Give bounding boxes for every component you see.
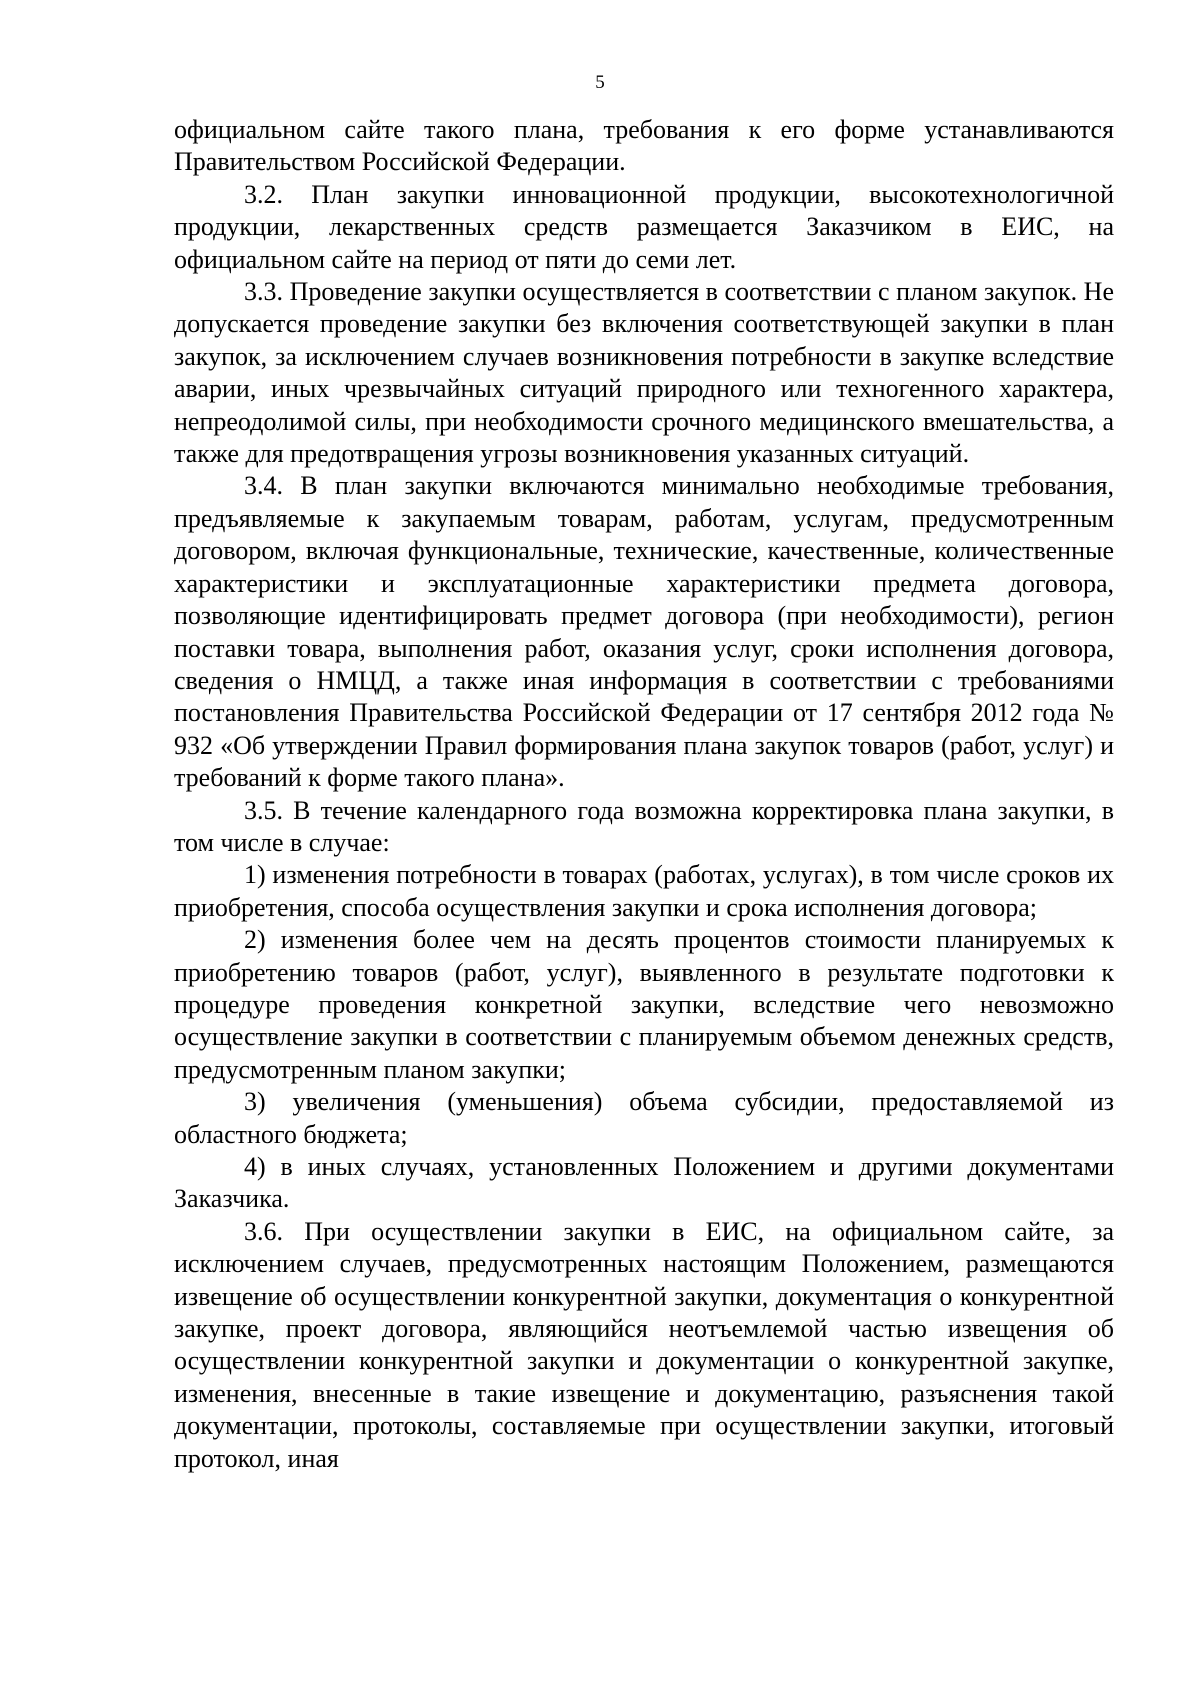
page-number: 5 [595, 72, 605, 93]
list-item: 1) изменения потребности в товарах (работах, услугах), в том числе сроков их приобретения, способа осуществления закупки и срока исполнения договора; [174, 860, 1114, 922]
list-item: 2) изменения более чем на десять процентов стоимости планируемых к приобретению товаров (работ, услуг), выявленного в результате подготовки к процедуре проведения конкретной закупки, вследствие чего невозможно осуществление закупки в соответствии с планируемым объемом денежных средств, предусмотренным планом закупки; [174, 925, 1114, 1084]
paragraph: 3.6. При осуществлении закупки в ЕИС, на официальном сайте, за исключением случаев, предусмотренных настоящим Положением, размещаются извещение об осуществлении конкурентной закупки, документация о конкурентной закупке, проект договора, являющийся неотъемлемой частью извещения об осуществлении конкурентной закупки и документации о конкурентной закупке, изменения, внесенные в такие извещение и документацию, разъяснения такой документации, протоколы, составляемые при осуществлении закупки, итоговый протокол, иная [174, 1216, 1114, 1473]
list-item: 4) в иных случаях, установленных Положением и другими документами Заказчика. [174, 1152, 1114, 1214]
paragraph: официальном сайте такого плана, требования к его форме устанавливаются Правительством Российской Федерации. [174, 115, 1114, 177]
paragraph: 3.5. В течение календарного года возможна корректировка плана закупки, в том числе в случае: [174, 795, 1114, 857]
list-item: 3) увеличения (уменьшения) объема субсидии, предоставляемой из областного бюджета; [174, 1087, 1114, 1149]
paragraph: 3.2. План закупки инновационной продукции, высокотехнологичной продукции, лекарственных средств размещается Заказчиком в ЕИС, на официальном сайте на период от пяти до семи лет. [174, 179, 1114, 274]
paragraph: 3.4. В план закупки включаются минимально необходимые требования, предъявляемые к закупаемым товарам, работам, услугам, предусмотренным договором, включая функциональные, технические, качественные, количественные характеристики и эксплуатационные характеристики предмета договора, позволяющие идентифицировать предмет договора (при необходимости), регион поставки товара, выполнения работ, оказания услуг, сроки исполнения договора, сведения о НМЦД, а также иная информация в соответствии с требованиями постановления Правительства Российской Федерации от 17 сентября 2012 года № 932 «Об утверждении Правил формирования плана закупок товаров (работ, услуг) и требований к форме такого плана». [174, 471, 1114, 793]
document-body [174, 114, 1114, 1475]
paragraph: 3.3. Проведение закупки осуществляется в соответствии с планом закупок. Не допускается проведение закупки без включения соответствующей закупки в план закупок, за исключением случаев возникновения потребности в закупке вследствие аварии, иных чрезвычайных ситуаций природного или техногенного характера, непреодолимой силы, при необходимости срочного медицинского вмешательства, а также для предотвращения угрозы возникновения указанных ситуаций. [174, 277, 1114, 469]
